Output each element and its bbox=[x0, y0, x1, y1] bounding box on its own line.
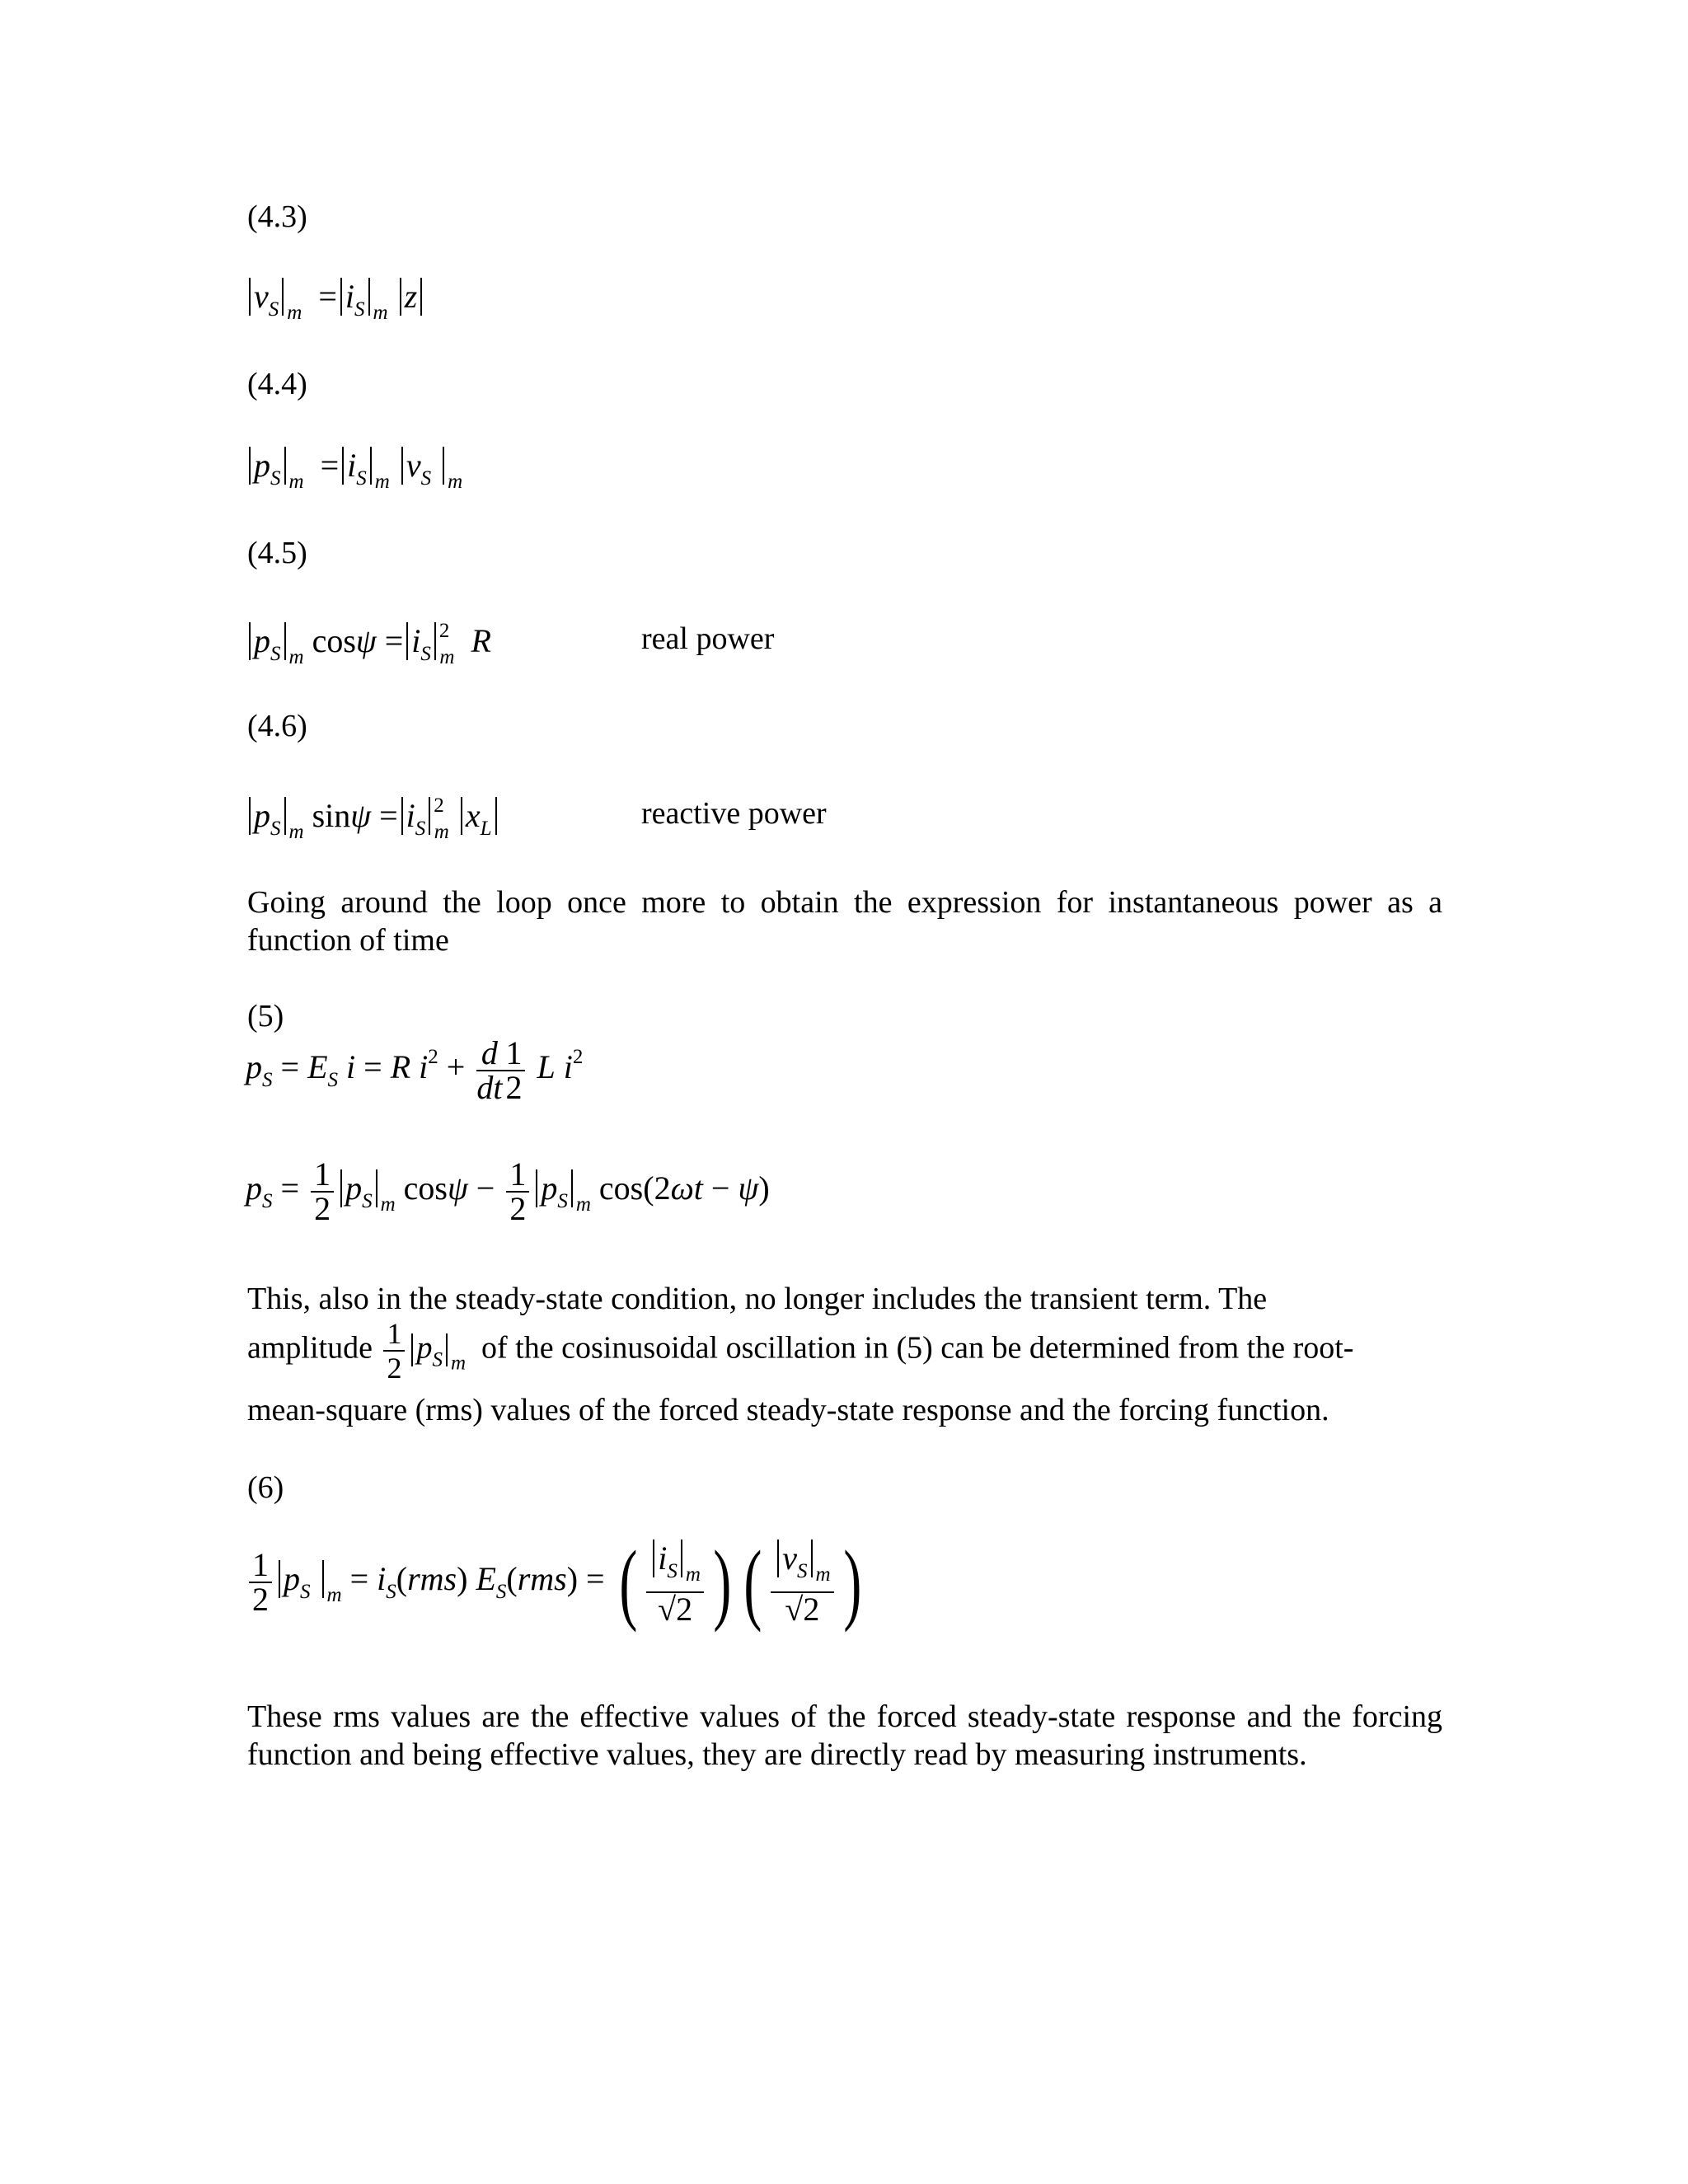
equation-number-4-4: (4.4) bbox=[247, 367, 307, 401]
equation-number-6: (6) bbox=[247, 1470, 284, 1505]
amplitude-word: amplitude bbox=[247, 1330, 373, 1366]
equation-5a: $p_S = E_S$ i = R $i^2$ + $\frac{d}{dt}$ $\frac{1}{2}$ L $i^2$ bbox=[246, 1034, 584, 1106]
paragraph-rms-values: These rms values are the effective values of the forced steady-state response and the forcing function and being effective values, they are directly read by measuring instruments. bbox=[247, 1699, 1442, 1772]
equation-6: $\frac{1}{2}$ $p_S$ $_m = i_S(rms) E_S(rms)$ = ( $\frac{i_S _m}{√2}$ ) ( $\frac{v_S _m}{√2}$ ) bbox=[246, 1537, 867, 1628]
paragraph-instantaneous-power: Going around the loop once more to obtain the expression for instantaneous power as a function of time bbox=[247, 885, 1442, 958]
equation-4-4: $p_S$ $_m = i_S$ $_m$ $v_S$ $_m$ bbox=[246, 445, 462, 494]
paragraph-amplitude-line3: mean-square (rms) values of the forced steady-state response and the forcing function. bbox=[247, 1393, 1329, 1427]
equation-number-4-5: (4.5) bbox=[247, 536, 307, 570]
amplitude-continuation: of the cosinusoidal oscillation in (5) can be determined from the root- bbox=[481, 1330, 1354, 1366]
equation-4-3: $v_S$ $_m = i_S$ $_m$ z bbox=[246, 276, 425, 326]
real-power-label: real power bbox=[641, 621, 775, 656]
reactive-power-label: reactive power bbox=[641, 796, 827, 831]
equation-4-5: $p_S$ $_m$ $\cos\psi = i_S^2_m$ R bbox=[246, 618, 491, 670]
equation-5b: $p_S$ = $\frac{1}{2}$ $p_S$ $_m$ cosψ − $\frac{1}{2}$ $p_S$ $_m$ cos(2ωt − ψ) bbox=[246, 1155, 770, 1227]
equation-4-6: $p_S$ $_m$ $\sin\psi = i_S^2_m$ $x_L$ bbox=[246, 793, 500, 845]
equation-number-4-6: (4.6) bbox=[247, 709, 307, 743]
equation-number-4-3: (4.3) bbox=[247, 199, 307, 234]
paragraph-amplitude-line1: This, also in the steady-state condition, no longer includes the transient term. The bbox=[247, 1282, 1268, 1316]
equation-number-5: (5) bbox=[247, 999, 284, 1033]
paragraph-amplitude-line2: amplitude $\frac{1}{2}$ $p_S$ $_m$ of the cosinusoidal oscillation in (5) can be determined from the root- bbox=[247, 1317, 1354, 1385]
